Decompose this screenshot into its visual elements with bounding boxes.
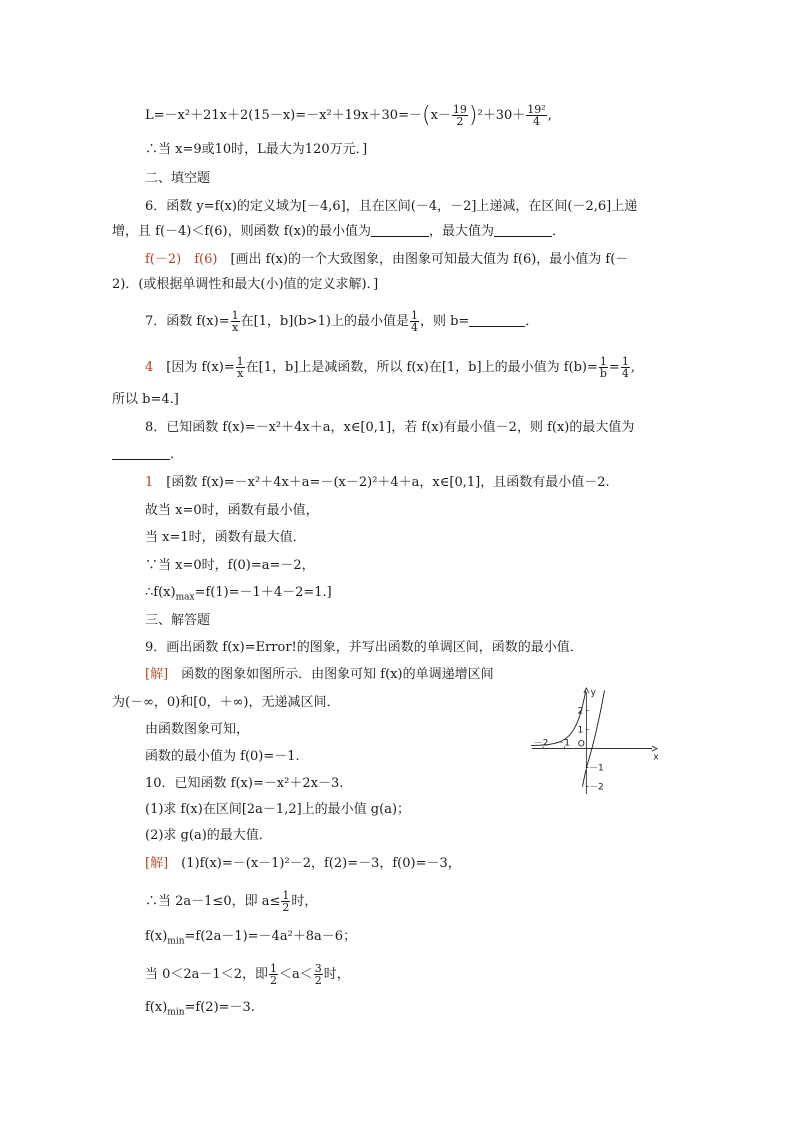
solution-9-line2: 为(－∞，0)和[0，＋∞)，无递减区间． (112, 695, 340, 710)
x-axis-arrow (652, 746, 657, 751)
answer-7-line2: 所以 b=4.] (112, 392, 179, 407)
section-solutions: 三、解答题 (145, 613, 211, 628)
answer-7-value: 4 (145, 360, 154, 375)
y-axis-label: y (590, 688, 596, 698)
answer-8-line1 (145, 473, 610, 493)
y-tick-label: －2 (588, 782, 604, 793)
answer-blank (469, 312, 525, 327)
answer-8-explanation: [函数 f(x)=－x²＋4x＋a=－(x－2)²＋4＋a，x∈[0,1]，且函数有最小值－2. (153, 475, 610, 490)
answer-6-explanation: [画出 f(x)的一个大致图象，由图象可知最大值为 f(6)，最小值为 f(－ (217, 252, 629, 267)
fraction-19sq-over-4 (526, 104, 546, 127)
s10-text: =f(2a－1)=－4a²＋8a－6； (184, 929, 357, 944)
frac-num: 1 (282, 889, 290, 902)
fraction-1-over-2 (281, 890, 290, 913)
q7-text: ． (525, 314, 539, 329)
answer-8-line5 (145, 583, 332, 608)
a8-text: ∴f(x) (145, 585, 176, 600)
s10-text: f(x) (145, 929, 168, 944)
frac-num: 1 (231, 309, 239, 322)
x-tick-label: －2 (533, 738, 549, 749)
q7-text: 7．函数 f(x)= (145, 314, 230, 329)
frac-den: x (237, 367, 244, 380)
fraction-3-over-2 (314, 963, 323, 986)
subscript-min: min (167, 1007, 185, 1018)
frac-num: 1 (269, 962, 277, 975)
solution-tag: [解] (145, 856, 169, 871)
frac-den: x (231, 321, 239, 334)
solution-tag: [解] (145, 667, 169, 682)
paren-open: ( (421, 103, 431, 128)
solution-10-line1 (145, 854, 461, 874)
fraction-1-over-4 (410, 310, 419, 333)
question-9: 9．画出函数 f(x)=Error!的图象，并写出函数的单调区间，函数的最小值． (145, 640, 583, 655)
a7-text: = (608, 360, 620, 375)
solution-9-line3: 由函数图象可知， (145, 722, 250, 737)
function-graph (530, 686, 660, 796)
question-10-part2: (2)求 g(a)的最大值． (145, 828, 272, 843)
solution-10-line2 (145, 890, 317, 913)
question-7 (145, 310, 538, 333)
fraction-1-over-2 (269, 963, 278, 986)
subscript-max: max (175, 592, 195, 603)
q6-text: 增，且 f(－4)＜f(6)，则函数 f(x)的最小值为 (112, 224, 372, 239)
answer-6-value: f(－2) f(6) (145, 252, 218, 267)
frac-den: 2 (314, 974, 322, 987)
s9-text: 函数的图象如图所示．由图象可知 f(x)的单调递增区间 (168, 667, 494, 682)
question-6-line2 (112, 222, 565, 242)
fraction-1-over-x (236, 356, 245, 379)
right-branch-lower (582, 770, 585, 787)
frac-den: 4 (621, 367, 629, 380)
q6-text: ，最大值为 (429, 224, 495, 239)
answer-blank (371, 222, 429, 237)
frac-num: 1 (621, 355, 629, 368)
solution-10-line5 (145, 998, 255, 1023)
question-10: 10．已知函数 f(x)=－x²＋2x－3. (145, 776, 344, 791)
y-tick-label: －1 (588, 763, 604, 774)
y-tick-label: 1 (577, 725, 584, 736)
q6-text: ． (552, 224, 566, 239)
frac-den: 2 (282, 901, 290, 914)
formula-L-end: , (547, 108, 552, 123)
answer-6-line2: 2)．(或根据单调性和最大(小)值的定义求解)．] (112, 277, 379, 292)
frac-den: 2 (456, 115, 464, 128)
frac-num: 3 (314, 962, 322, 975)
frac-num: 19 (452, 103, 467, 116)
question-8-line2 (112, 445, 183, 465)
graph-axes (532, 688, 657, 794)
frac-den: 2 (269, 974, 277, 987)
q7-text: ，则 b= (419, 314, 470, 329)
solution-9-line1 (145, 665, 494, 685)
frac-den: b (599, 367, 607, 380)
s10-text: 当 0＜2a－1＜2，即 (145, 967, 268, 982)
frac-num: 1 (599, 355, 607, 368)
question-10-part1: (1)求 f(x)在区间[2a－1,2]上的最小值 g(a)； (145, 802, 411, 817)
s10-text: ＜a＜ (278, 967, 313, 982)
origin-label: O (577, 739, 585, 750)
formula-L-square: ²＋30＋ (477, 108, 526, 123)
answer-blank (494, 222, 552, 237)
s10-text: (1)f(x)=－(x－1)²－2，f(2)=－3，f(0)=－3， (168, 856, 461, 871)
formula-L-part: L=－x²＋21x＋2(15－x)=－x²＋19x＋30=－ (145, 108, 422, 123)
question-6-line1: 6．函数 y=f(x)的定义域为[－4,6]，且在区间(－4，－2]上递减，在区间(－2,6]上递 (145, 199, 638, 214)
a7-text: [因为 f(x)= (153, 360, 235, 375)
frac-num: 1 (410, 309, 418, 322)
fraction-1-over-b (599, 356, 608, 379)
right-branch-curve (586, 690, 604, 767)
s10-text: ∴当 2a－1≤0，即 a≤ (145, 894, 281, 909)
fraction-1-over-4 (621, 356, 630, 379)
solution-10-line4 (145, 963, 350, 986)
s10-text: f(x) (145, 1000, 168, 1015)
answer-blank (112, 445, 170, 460)
q7-text: 在[1，b](b>1)上的最小值是 (240, 314, 409, 329)
graph-labels (534, 688, 660, 793)
conclusion-line: ∴当 x=9或10时，L最大为120万元．] (145, 142, 368, 157)
answer-8-line3: 当 x=1时，函数有最大值． (145, 530, 306, 545)
formula-L-inner: x－ (430, 108, 451, 123)
frac-num: 19² (527, 103, 546, 116)
s10-text: 时， (291, 894, 318, 909)
answer-8-line2: 故当 x=0时，函数有最小值， (145, 503, 319, 518)
section-fill-in: 二、填空题 (145, 171, 211, 186)
solution-10-line3 (145, 927, 356, 952)
x-axis-label: x (653, 752, 659, 763)
left-branch-curve (531, 691, 586, 746)
frac-den: 4 (532, 115, 540, 128)
answer-6-line1 (145, 250, 628, 270)
paren-close: ) (468, 103, 478, 128)
y-tick-label: 2 (577, 706, 584, 717)
formula-L (145, 104, 552, 127)
a8-text: =f(1)=－1＋4－2=1.] (194, 585, 332, 600)
subscript-min: min (167, 936, 185, 947)
x-tick-label: －1 (555, 738, 571, 749)
fraction-1-over-x (231, 310, 240, 333)
fraction-19-over-2 (452, 104, 468, 127)
answer-7-line1 (145, 356, 635, 379)
answer-8-value: 1 (145, 475, 154, 490)
a7-text: , (630, 360, 635, 375)
question-8-line1: 8．已知函数 f(x)=－x²＋4x＋a，x∈[0,1]，若 f(x)有最小值－2，则 f(x)的最大值为 (145, 420, 635, 435)
frac-num: 1 (236, 355, 244, 368)
a7-text: 在[1，b]上是减函数，所以 f(x)在[1，b]上的最小值为 f(b)= (245, 360, 598, 375)
s10-text: 时， (323, 967, 350, 982)
answer-8-line4: ∵当 x=0时，f(0)=a=－2， (145, 558, 315, 573)
s10-text: =f(2)=－3. (184, 1000, 255, 1015)
frac-den: 4 (410, 321, 418, 334)
q8-text: ． (170, 447, 184, 462)
solution-9-line4: 函数的最小值为 f(0)=－1. (145, 749, 300, 764)
